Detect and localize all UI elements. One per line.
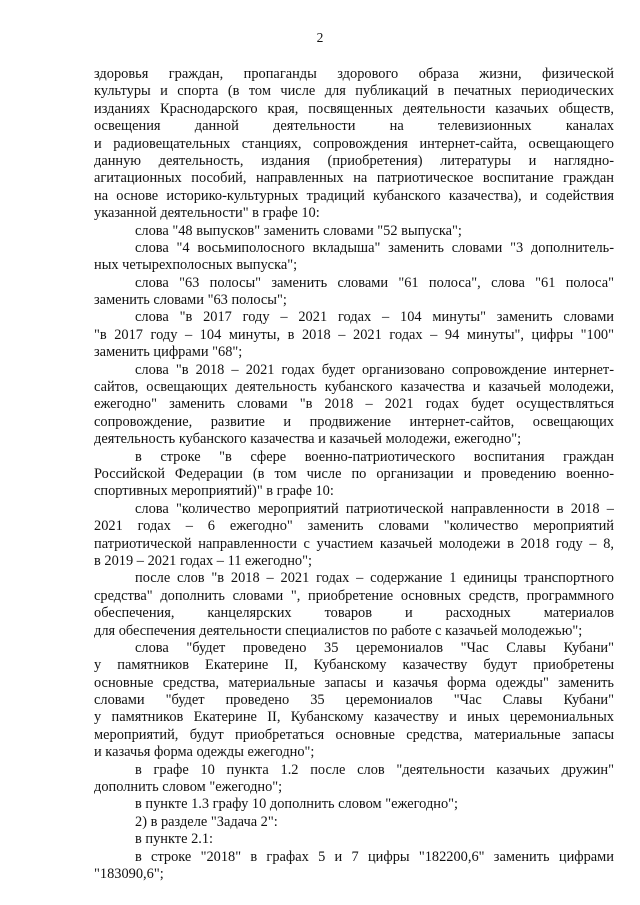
text-line: и казачья форма одежды ежегодно"; bbox=[94, 744, 315, 761]
text-line: и радиовещательных станциях, сопровождения интернет-сайта, освещающего bbox=[94, 135, 614, 152]
text-line: 2) в разделе "Задача 2": bbox=[135, 813, 278, 830]
text-line: слова "количество мероприятий патриотической направленности в 2018 – bbox=[135, 500, 614, 517]
text-line: в пункте 2.1: bbox=[135, 831, 214, 848]
text-line: на основе историко-культурных традиций кубанского казачества), и содействия bbox=[94, 187, 614, 204]
text-line: в пункте 1.3 графу 10 дополнить словом "ежегодно"; bbox=[135, 796, 459, 813]
text-line: основные средства, материальные запасы и казачья форма одежды" заменить bbox=[94, 674, 614, 691]
text-line: у памятников Екатерине II, Кубанскому казачеству и иных церемониальных bbox=[94, 709, 614, 726]
page-number: 2 bbox=[316, 30, 324, 45]
text-line: в 2019 – 2021 годах – 11 ежегодно"; bbox=[94, 552, 312, 569]
text-line: после слов "в 2018 – 2021 годах – содержание 1 единицы транспортного bbox=[135, 570, 614, 587]
text-line: освещения данной деятельности на телевизионных каналах bbox=[94, 118, 614, 135]
text-line: ежегодно" заменить словами "в 2018 – 2021 годах будет осуществляться bbox=[94, 396, 614, 413]
text-line: сопровождение, развитие и продвижение интернет-сайтов, освещающих bbox=[94, 413, 614, 430]
text-line: Российской Федерации (в том числе по организации и проведению военно- bbox=[94, 465, 614, 482]
text-line: для обеспечения деятельности специалистов по работе с казачьей молодежью"; bbox=[94, 622, 583, 639]
text-line: обеспечения, канцелярских товаров и расходных материалов bbox=[94, 605, 614, 622]
document-body bbox=[94, 66, 614, 883]
text-line: указанной деятельности" в графе 10: bbox=[94, 205, 320, 222]
text-line: слова "63 полосы" заменить словами "61 полоса", слова "61 полоса" bbox=[135, 274, 614, 291]
text-line: словами "будет проведено 35 церемониалов "Час Славы Кубани" bbox=[94, 692, 614, 709]
text-line: слова "будет проведено 35 церемониалов "Час Славы Кубани" bbox=[135, 639, 614, 656]
text-line: дополнить словом "ежегодно"; bbox=[94, 779, 283, 796]
text-line: "в 2017 году – 104 минуты, в 2018 – 2021 годах – 94 минуты", цифры "100" bbox=[94, 326, 614, 343]
text-line: культуры и спорта (в том числе для публикаций в печатных периодических bbox=[94, 83, 614, 100]
text-line: сайтов, освещающих деятельность кубанского казачества и казачьей молодежи, bbox=[94, 379, 614, 396]
text-line: слова "в 2018 – 2021 годах будет организовано сопровождение интернет- bbox=[135, 361, 614, 378]
text-line: "183090,6"; bbox=[94, 865, 164, 882]
text-line: заменить словами "63 полосы"; bbox=[94, 292, 287, 309]
text-line: данную деятельность, издания (приобретения) литературы и наглядно- bbox=[94, 152, 614, 169]
text-line: средства" дополнить словами ", приобретение основных средств, программного bbox=[94, 587, 614, 604]
text-line: деятельность кубанского казачества и казачьей молодежи, ежегодно"; bbox=[94, 431, 522, 448]
text-line: в строке "в сфере военно-патриотического воспитания граждан bbox=[135, 448, 614, 465]
text-line: спортивных мероприятий)" в графе 10: bbox=[94, 483, 334, 500]
text-line: здоровья граждан, пропаганды здорового образа жизни, физической bbox=[94, 66, 614, 82]
text-line: заменить цифрами "68"; bbox=[94, 344, 243, 361]
text-line: мероприятий, будут приобретаться основные средства, материальные запасы bbox=[94, 726, 614, 743]
text-line: патриотической направленности с участием казачьей молодежи в 2018 году – 8, bbox=[94, 535, 614, 552]
text-line: слова "4 восьмиполосного вкладыша" заменить словами "3 дополнитель- bbox=[135, 239, 614, 256]
text-line: слова "48 выпусков" заменить словами "52 выпуска"; bbox=[135, 222, 462, 239]
text-line: агитационных пособий, направленных на патриотическое воспитание граждан bbox=[94, 170, 614, 187]
text-line: в графе 10 пункта 1.2 после слов "деятельности казачьих дружин" bbox=[135, 761, 614, 778]
text-line: в строке "2018" в графах 5 и 7 цифры "182200,6" заменить цифрами bbox=[135, 848, 614, 865]
text-line: слова "в 2017 году – 2021 годах – 104 минуты" заменить словами bbox=[135, 309, 614, 326]
text-line: у памятников Екатерине II, Кубанскому казачеству будут приобретены bbox=[94, 657, 614, 674]
text-line: изданиях Краснодарского края, посвященных деятельности казачьих обществ, bbox=[94, 100, 614, 117]
text-line: ных четырехполосных выпуска"; bbox=[94, 257, 298, 274]
text-line: 2021 годах – 6 ежегодно" заменить словами "количество мероприятий bbox=[94, 518, 614, 535]
